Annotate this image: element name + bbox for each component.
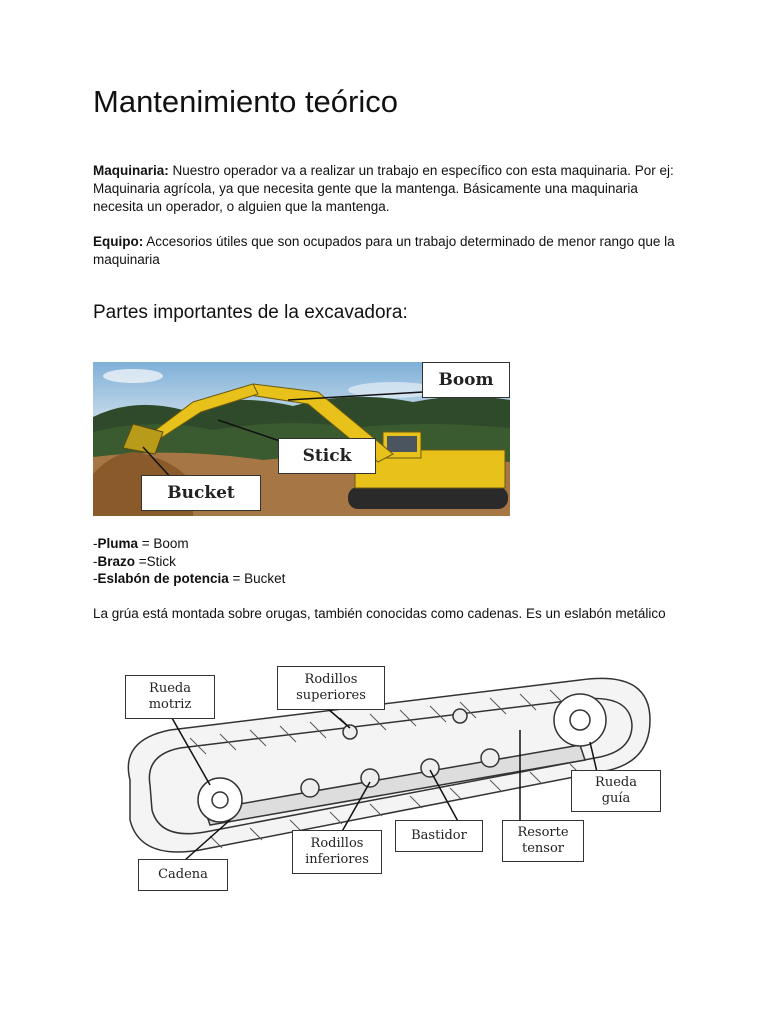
page-title: Mantenimiento teórico bbox=[93, 84, 398, 119]
list-item: -Eslabón de potencia = Bucket bbox=[93, 571, 286, 586]
equipo-label: Equipo: bbox=[93, 234, 144, 249]
maquinaria-paragraph bbox=[93, 162, 683, 216]
label-bastidor: Bastidor bbox=[395, 820, 483, 852]
bucket-callout: Bucket bbox=[141, 475, 261, 511]
maquinaria-text: Nuestro operador va a realizar un trabajo en específico con esta maquinaria. Por ej: Maquinaria agrícola, ya que necesita gente que la mantenga. Básicamente una maquinaria necesita un operador, o alguien que la mantenga. bbox=[93, 163, 674, 214]
label-rodillos-inferiores: Rodillos inferiores bbox=[292, 830, 382, 874]
equipo-paragraph bbox=[93, 233, 683, 269]
stick-callout: Stick bbox=[278, 438, 376, 474]
crane-paragraph: La grúa está montada sobre orugas, también conocidas como cadenas. Es un eslabón metálico bbox=[93, 606, 666, 621]
equipo-text: Accesorios útiles que son ocupados para un trabajo determinado de menor rango que la maquinaria bbox=[93, 234, 675, 267]
list-item: -Brazo =Stick bbox=[93, 553, 176, 569]
label-cadena: Cadena bbox=[138, 859, 228, 891]
parts-list bbox=[93, 535, 285, 588]
label-resorte-tensor: Resorte tensor bbox=[502, 820, 584, 862]
excavator-image bbox=[93, 362, 510, 516]
boom-callout: Boom bbox=[422, 362, 510, 398]
label-rueda-motriz: Rueda motriz bbox=[125, 675, 215, 719]
label-rueda-guia: Rueda guía bbox=[571, 770, 661, 812]
list-item: -Pluma = Boom bbox=[93, 536, 189, 551]
maquinaria-label: Maquinaria: bbox=[93, 163, 169, 178]
label-rodillos-superiores: Rodillos superiores bbox=[277, 666, 385, 710]
track-diagram bbox=[110, 660, 670, 900]
section-heading: Partes importantes de la excavadora: bbox=[93, 302, 408, 323]
